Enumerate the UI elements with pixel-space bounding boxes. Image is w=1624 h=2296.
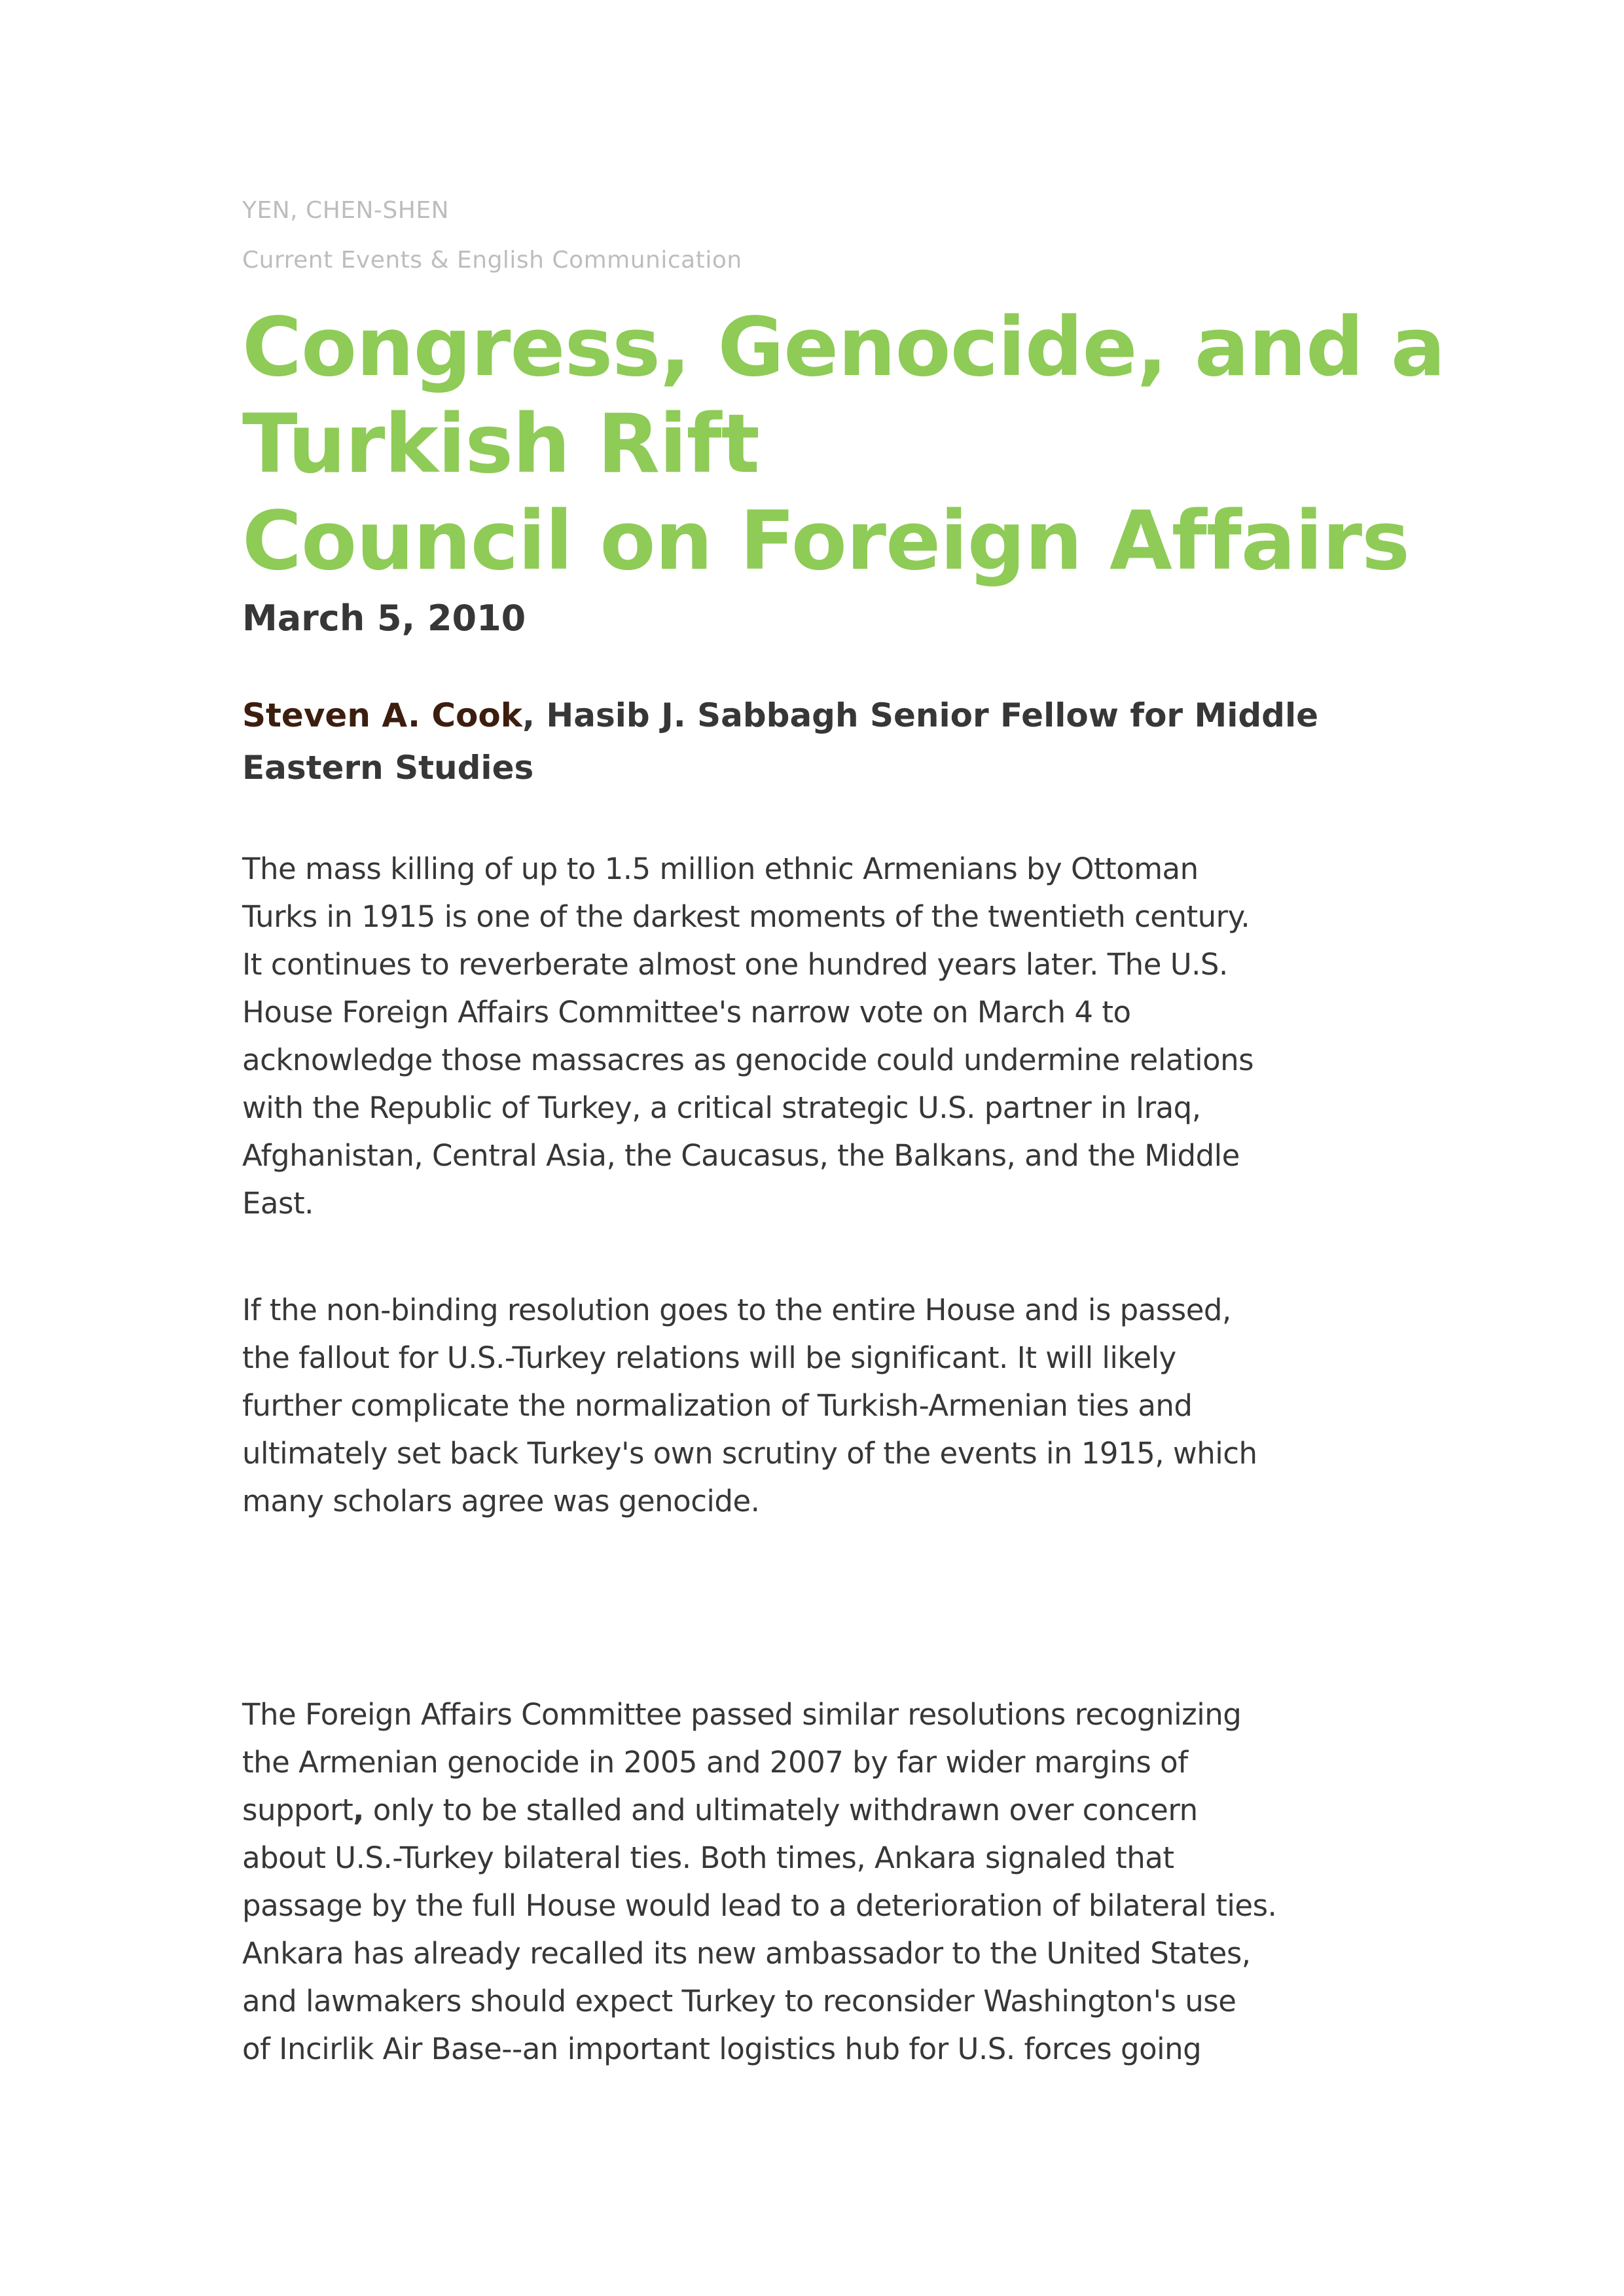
text-line xyxy=(242,1584,1401,1632)
text-line xyxy=(242,1882,1401,1929)
text-segment: the fallout for U.S.-Turkey relations will be significant. It will likely xyxy=(242,1340,1176,1375)
text-segment: acknowledge those massacres as genocide could undermine relations xyxy=(242,1042,1254,1077)
text-line xyxy=(242,1084,1401,1132)
text-line xyxy=(242,396,1401,493)
text-line xyxy=(242,1036,1401,1084)
text-segment: support xyxy=(242,1792,353,1827)
text-line xyxy=(242,1334,1401,1382)
text-segment: , xyxy=(353,1792,364,1827)
text-segment: of Incirlik Air Base--an important logistics hub for U.S. forces going xyxy=(242,2031,1202,2066)
article-date: March 5, 2010 xyxy=(242,598,526,639)
text-segment: Council on Foreign Affairs xyxy=(242,494,1409,589)
paragraph xyxy=(242,1584,1401,1632)
text-line xyxy=(242,1786,1401,1834)
text-line xyxy=(242,1691,1401,1738)
paragraph xyxy=(242,1286,1401,1525)
text-segment: many scholars agree was genocide. xyxy=(242,1483,760,1518)
text-line xyxy=(242,1382,1401,1429)
text-segment: passage by the full House would lead to a deterioration of bilateral ties. xyxy=(242,1888,1277,1923)
text-segment: Steven A. Cook xyxy=(242,696,523,734)
text-line xyxy=(242,893,1401,941)
header-author-name: YEN, CHEN-SHEN xyxy=(242,197,450,224)
text-line xyxy=(242,941,1401,988)
text-line xyxy=(242,299,1445,396)
text-segment: Afghanistan, Central Asia, the Caucasus, the Balkans, and the Middle xyxy=(242,1138,1240,1173)
text-segment: Congress, Genocide, and a xyxy=(242,300,1445,395)
text-segment: Ankara has already recalled its new ambassador to the United States, xyxy=(242,1935,1251,1971)
text-line xyxy=(242,1132,1401,1179)
header-course-name: Current Events & English Communication xyxy=(242,247,742,274)
text-line xyxy=(242,1179,1401,1227)
text-segment: Eastern Studies xyxy=(242,748,534,787)
article-title xyxy=(242,299,1445,590)
text-segment: and lawmakers should expect Turkey to reconsider Washington's use xyxy=(242,1983,1236,2018)
text-segment: East. xyxy=(242,1185,314,1221)
text-line xyxy=(242,1977,1401,2025)
paragraph xyxy=(242,1691,1401,2073)
text-line xyxy=(242,2025,1401,2073)
text-line xyxy=(242,1477,1401,1525)
text-segment: with the Republic of Turkey, a critical strategic U.S. partner in Iraq, xyxy=(242,1090,1201,1125)
text-segment: If the non-binding resolution goes to the entire House and is passed, xyxy=(242,1292,1231,1327)
text-line xyxy=(242,1929,1401,1977)
text-line xyxy=(242,988,1401,1036)
text-segment: ultimately set back Turkey's own scrutiny of the events in 1915, which xyxy=(242,1435,1257,1471)
text-segment: further complicate the normalization of Turkish-Armenian ties and xyxy=(242,1388,1193,1423)
text-line xyxy=(242,1286,1401,1334)
text-segment: Turks in 1915 is one of the darkest moments of the twentieth century. xyxy=(242,899,1250,934)
text-line xyxy=(242,1429,1401,1477)
text-segment: only to be stalled and ultimately withdrawn over concern xyxy=(363,1792,1198,1827)
article-body xyxy=(242,845,1401,2073)
text-line xyxy=(242,493,1409,590)
text-line xyxy=(242,742,1401,794)
article-byline xyxy=(242,689,1401,794)
text-line xyxy=(242,1834,1401,1882)
text-segment: Turkish Rift xyxy=(242,397,759,492)
text-segment: The Foreign Affairs Committee passed similar resolutions recognizing xyxy=(242,1696,1242,1732)
text-segment: , Hasib J. Sabbagh Senior Fellow for Middle xyxy=(522,696,1319,734)
text-segment: the Armenian genocide in 2005 and 2007 by far wider margins of xyxy=(242,1744,1188,1780)
text-segment: House Foreign Affairs Committee's narrow vote on March 4 to xyxy=(242,994,1131,1030)
text-line xyxy=(242,1738,1401,1786)
text-segment: The mass killing of up to 1.5 million ethnic Armenians by Ottoman xyxy=(242,851,1199,886)
text-segment: It continues to reverberate almost one hundred years later. The U.S. xyxy=(242,946,1228,982)
text-line xyxy=(242,689,1401,742)
text-segment: about U.S.-Turkey bilateral ties. Both times, Ankara signaled that xyxy=(242,1840,1174,1875)
paragraph xyxy=(242,845,1401,1227)
text-line xyxy=(242,845,1401,893)
